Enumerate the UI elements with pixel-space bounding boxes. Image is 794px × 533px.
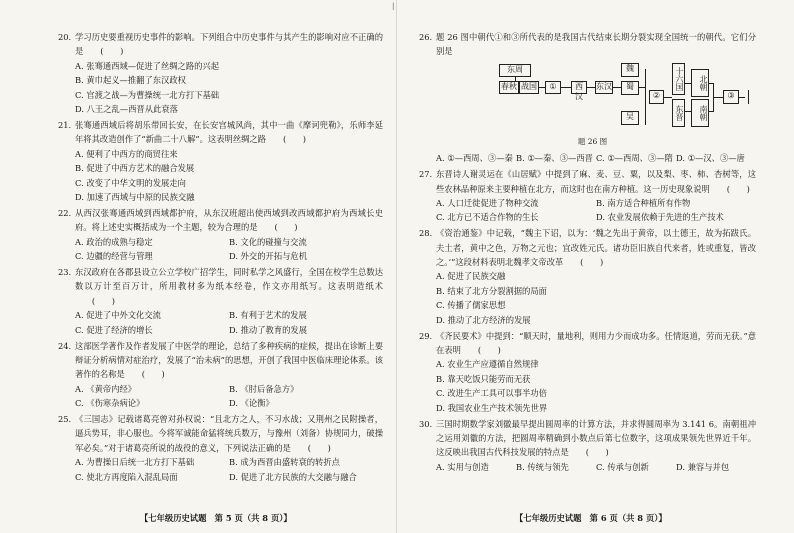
option-c: C. 北方已不适合作物的生长 bbox=[436, 212, 539, 223]
question-number: 20. bbox=[58, 32, 72, 42]
right-page bbox=[397, 0, 794, 533]
option-c: C. 传承与创新 bbox=[596, 461, 649, 472]
node-nanchao: 南朝 bbox=[691, 99, 709, 127]
option-c: C. 官渡之战—为曹操统一北方打下基础 bbox=[75, 89, 220, 100]
option-d: D. 推动了教育的发展 bbox=[229, 324, 308, 335]
option-a: A. 农业生产应遵循自然规律 bbox=[436, 359, 539, 370]
question-stem: 张骞通西域后将胡乐带回长安，在长安宫城风尚，其中一曲《摩诃兜勒》，乐师李延年将其改造创作了“新曲二十八解”。这表明丝绸之路 ( ) bbox=[75, 118, 383, 147]
node-circle-2: ② bbox=[649, 90, 664, 104]
question-stem: 学习历史要重视历史事件的影响。下列组合中历史事件与其产生的影响对应不正确的是 ( ) bbox=[75, 30, 383, 59]
node-dongjin: 东晋 bbox=[672, 99, 685, 127]
option-b: B. 《肘后备急方》 bbox=[229, 383, 299, 394]
question-stem: 东晋诗人谢灵运在《山居赋》中提到了麻、麦、豆、粟，以及梨、枣、柿、杏树等，这些农林品种原来主要种植在北方，而这时也在南方种植。这一历史现象说明 ( ) bbox=[436, 167, 756, 196]
option-a: A. 政治的成熟与稳定 bbox=[75, 236, 153, 247]
question-stem: 这部医学著作及作者发展了中医学的理论，总结了多种疾病的症候，提出在诊断上要辩证分析病情对症治疗，发展了“治未病”的思想，开创了我国中医临床理论体系。该著作的名称是 ( ) bbox=[75, 339, 383, 382]
answer-bracket: ( ) bbox=[580, 257, 604, 268]
option-c: C. 促进了经济的增长 bbox=[75, 324, 153, 335]
question-stem: 从西汉张骞通西域到西域都护府，从东汉班超出使西域到改西域都护府为西域长史府。将上述史实概括成为一个主题，较为合理的是 ( ) bbox=[75, 206, 383, 235]
node-circle-1: ① bbox=[545, 81, 561, 94]
question-30 bbox=[419, 417, 756, 475]
option-a: A. 《黄帝内经》 bbox=[75, 383, 137, 394]
option-c: C. 改进生产工具可以事半功倍 bbox=[436, 388, 547, 399]
option-d: D. 八王之乱—西晋从此衰落 bbox=[75, 104, 178, 115]
question-number: 23. bbox=[58, 267, 72, 277]
connector-line bbox=[587, 87, 595, 88]
dynasty-diagram bbox=[499, 61, 749, 133]
option-a: A. 促进了中外文化交流 bbox=[75, 310, 161, 321]
option-c: C. 《伤寒杂病论》 bbox=[75, 398, 145, 409]
node-beichao: 北朝 bbox=[691, 69, 709, 97]
node-donghan: 东汉 bbox=[595, 81, 613, 94]
question-28 bbox=[419, 226, 756, 327]
node-wu: 吴 bbox=[621, 111, 639, 125]
option-b: B. 黄巾起义—推翻了东汉政权 bbox=[75, 75, 186, 86]
option-b: B. 有利于艺术的发展 bbox=[229, 310, 307, 321]
option-a: A. 张骞通西域—促进了丝绸之路的兴起 bbox=[75, 60, 220, 71]
option-a: A. 人口迁徙促进了物种交流 bbox=[436, 197, 539, 208]
node-shu: 蜀 bbox=[621, 81, 639, 95]
page-footer: 【七年级历史试题 第 5 页（共 8 页）】 bbox=[140, 513, 292, 523]
answer-bracket: ( ) bbox=[100, 46, 124, 57]
answer-bracket: ( ) bbox=[307, 442, 331, 453]
connector-line bbox=[664, 97, 672, 98]
option-c: C. 边疆的经营与管理 bbox=[75, 251, 153, 262]
node-dongzhou: 东周 bbox=[499, 64, 531, 77]
question-number: 27. bbox=[419, 169, 433, 180]
option-b: B. 促进了中西方艺术的融合发展 bbox=[75, 163, 195, 174]
connector-line bbox=[613, 87, 621, 88]
question-24 bbox=[58, 339, 383, 411]
option-d: D. 我国农业生产技术领先世界 bbox=[436, 402, 548, 413]
option-d: D. 农业发展依赖于先进的生产技术 bbox=[596, 212, 724, 223]
connector-line bbox=[713, 97, 723, 98]
question-22 bbox=[58, 206, 383, 264]
option-a: A. 便利了中西方的商贸往来 bbox=[75, 148, 178, 159]
question-25 bbox=[58, 412, 383, 484]
option-b: B. 南方适合种植所有作物 bbox=[596, 197, 691, 208]
connector-line bbox=[561, 87, 571, 88]
option-c: C. 改变了中华文明的发展走向 bbox=[75, 177, 186, 188]
node-xihan: 西汉 bbox=[571, 81, 587, 94]
question-20 bbox=[58, 30, 383, 116]
page-footer: 【七年级历史试题 第 6 页（共 8 页）】 bbox=[515, 513, 667, 523]
option-a: A. 实用与创造 bbox=[436, 461, 489, 472]
answer-bracket: ( ) bbox=[141, 369, 165, 380]
question-number: 22. bbox=[58, 207, 72, 218]
question-21 bbox=[58, 118, 383, 204]
option-d: D. 加速了西域与中原的民族交融 bbox=[75, 191, 195, 202]
question-23 bbox=[58, 265, 383, 337]
option-d: D. ①—汉、③—唐 bbox=[676, 153, 745, 164]
question-26 bbox=[419, 30, 756, 166]
question-stem: 《三国志》记载诸葛亮曾对孙权说：“且北方之人，不习水战；又荆州之民附操者，逼兵势耳，非心服也。今将军诚能命猛将统兵数万，与豫州（刘备）协规同力，破操军必矣。”对于诸葛亮所说的战役的意义，下列说法正确的是 ( ) bbox=[75, 412, 383, 455]
node-tang-edge bbox=[745, 90, 749, 104]
diagram-caption: 题 26 图 bbox=[577, 136, 608, 146]
option-b: B. 结束了北方分裂割据的局面 bbox=[436, 285, 547, 296]
option-d: D. 《论衡》 bbox=[229, 398, 274, 409]
answer-bracket: ( ) bbox=[477, 345, 501, 355]
node-wei: 魏 bbox=[621, 63, 639, 77]
connector-line bbox=[645, 69, 646, 125]
option-b: B. 靠天吃饭只能劳而无获 bbox=[436, 373, 531, 384]
option-d: D. 兼容与并包 bbox=[676, 461, 730, 472]
option-c: C. 传播了儒家思想 bbox=[436, 300, 506, 311]
node-shiliuguo: 十六国 bbox=[672, 63, 685, 95]
answer-bracket: ( ) bbox=[282, 134, 307, 145]
question-number: 28. bbox=[419, 228, 433, 239]
option-b: B. 传统与领先 bbox=[516, 461, 569, 472]
question-stem: 《资治通鉴》中记载，“魏主下诏，以为：‘魏之先出于黄帝，以土德王，故为拓跋氏。夫土者，黄中之色，万物之元也；宜改姓元氏。诸功臣旧族自代来者，姓或重复，皆改之。’”这段材料表明北魏孝文帝改革 ( ) bbox=[436, 226, 756, 269]
node-circle-3: ③ bbox=[723, 90, 739, 104]
question-number: 26. bbox=[419, 32, 433, 42]
question-number: 24. bbox=[58, 340, 72, 351]
option-d: D. 促进了北方民族的大交融与融合 bbox=[229, 471, 357, 482]
question-number: 30. bbox=[419, 418, 433, 429]
option-d: D. 外交的开拓与危机 bbox=[229, 251, 308, 262]
answer-bracket: ( ) bbox=[726, 183, 750, 194]
question-27 bbox=[419, 167, 756, 225]
option-b: B. ①—秦、③—西晋 bbox=[516, 153, 593, 164]
option-c: C. ①—西周、③—隋 bbox=[596, 153, 673, 164]
question-stem: 《齐民要术》中提到：“顺天时，量地利，则用力少而成功多。任情返道，劳而无获。”意在表明 ( ) bbox=[436, 329, 756, 358]
question-29 bbox=[419, 329, 756, 415]
option-d: D. 推动了北方经济的发展 bbox=[436, 314, 531, 325]
answer-bracket: ( ) bbox=[91, 295, 115, 306]
option-a: A. ①—西周、③—秦 bbox=[436, 153, 513, 164]
option-c: C. 使北方再度陷入混乱局面 bbox=[75, 471, 178, 482]
question-stem: 三国时期数学家刘徽最早提出圆周率的计算方法，并求得圆周率为 3.141 6。南朝祖冲之运用刘徽的方法，把圆周率精确到小数点后第七位数字，这项成果领先世界近千年。这反映出我国古代科技发展的特点是 ( ) bbox=[436, 417, 756, 460]
option-b: B. 成为西晋由盛转衰的转折点 bbox=[229, 457, 340, 468]
node-zhanguo: 战国 bbox=[519, 81, 539, 94]
question-number: 29. bbox=[419, 330, 433, 341]
question-stem: 题 26 图中朝代①和③所代表的是我国古代结束长期分裂实现全国统一的朝代。它们分别是 bbox=[436, 32, 756, 57]
answer-bracket: ( ) bbox=[585, 447, 609, 458]
option-a: A. 为曹操日后统一北方打下基础 bbox=[75, 457, 195, 468]
question-number: 21. bbox=[58, 119, 72, 130]
node-chunqiu: 春秋 bbox=[499, 81, 519, 94]
question-number: 25. bbox=[58, 414, 72, 425]
question-stem: 东汉政府在各郡县设立公立学校广招学生，同时私学之风盛行，全国在校学生总数达数以万计至百万计，所用教材多为纸本经卷，作文亦用纸写。这表明造纸术( ) bbox=[75, 265, 383, 308]
option-b: B. 文化的碰撞与交流 bbox=[229, 236, 307, 247]
option-a: A. 促进了民族交融 bbox=[436, 271, 506, 282]
top-mark: | bbox=[392, 2, 395, 10]
answer-bracket: ( ) bbox=[274, 222, 298, 233]
